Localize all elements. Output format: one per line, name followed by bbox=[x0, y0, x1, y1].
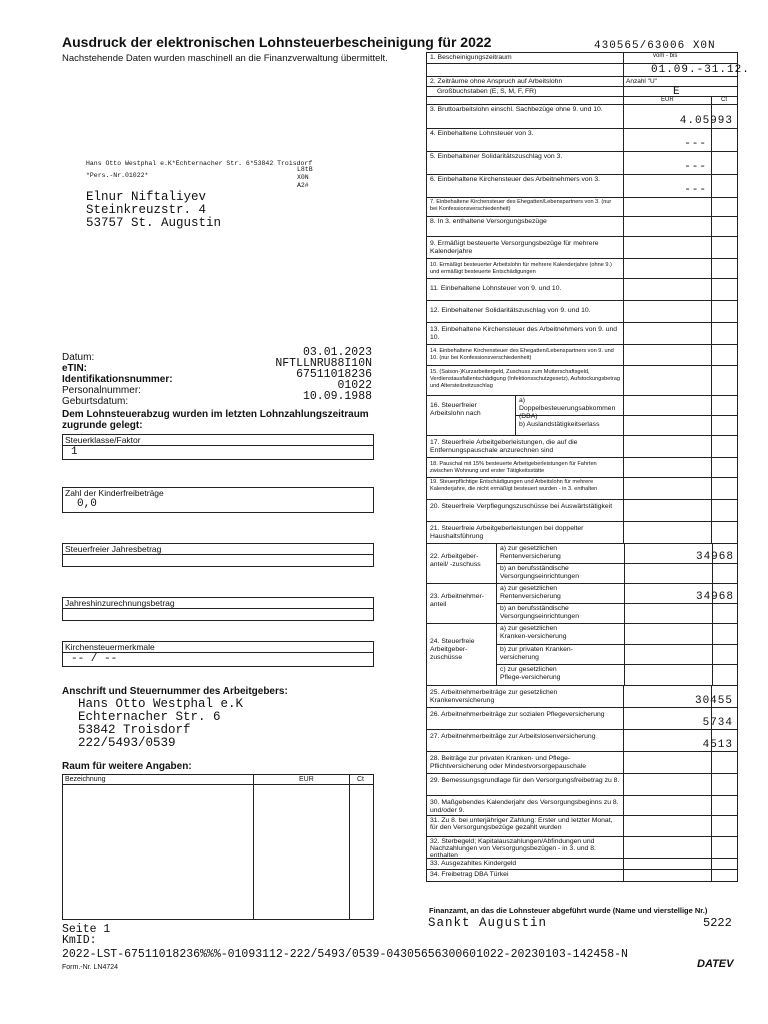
sender-codes bbox=[297, 166, 313, 190]
row-label: 18. Pauschal mit 15% besteuerte Arbeitgeberleistungen für Fahrten zwischen Wohnung und erster Tätigkeitsstätte bbox=[430, 461, 597, 474]
sub-row bbox=[497, 604, 737, 623]
row-label: 29. Bemessungsgrundlage für den Versorgungsfreibetrag zu 8. bbox=[430, 777, 620, 784]
table-row bbox=[427, 708, 737, 730]
col-divider bbox=[711, 198, 712, 216]
kinder-value: 0,0 bbox=[77, 498, 97, 510]
row-label: 11. Einbehaltene Lohnsteuer von 9. und 10. bbox=[430, 285, 562, 292]
col-divider bbox=[711, 837, 712, 858]
row-label: 33. Ausgezahltes Kindergeld bbox=[430, 860, 517, 867]
col-divider bbox=[623, 837, 624, 858]
col-divider bbox=[623, 198, 624, 216]
col-divider bbox=[711, 478, 712, 499]
col-divider bbox=[623, 175, 624, 197]
table-row bbox=[427, 53, 737, 64]
sub-label: a) zur gesetzlichen Kranken-versicherung bbox=[500, 625, 567, 640]
table-row bbox=[427, 522, 737, 544]
sender-code: X0N bbox=[297, 174, 309, 181]
extra-col-ct: Ct bbox=[357, 776, 364, 783]
employer-name: Hans Otto Westphal e.K bbox=[78, 697, 244, 711]
period-heading: Dem Lohnsteuerabzug wurden im letzten Lohnzahlungszeitraum zugrunde gelegt: bbox=[62, 409, 369, 431]
col-divider bbox=[623, 396, 624, 435]
table-row bbox=[427, 87, 737, 97]
table-row bbox=[427, 105, 737, 129]
recipient-name: Elnur Niftaliyev bbox=[86, 190, 207, 204]
col-divider bbox=[623, 345, 624, 365]
row-value: --- bbox=[684, 184, 707, 196]
sub-label: b) an berufsständische Versorgungseinrichtungen bbox=[500, 565, 579, 580]
col-divider bbox=[712, 645, 713, 664]
sub-label: b) Auslandstätigkeitserlass bbox=[519, 421, 600, 428]
sub-row bbox=[497, 645, 737, 665]
employer-street: Echternacher Str. 6 bbox=[78, 710, 221, 724]
col-divider bbox=[711, 522, 712, 543]
table-row bbox=[427, 175, 737, 198]
row-label: 1. Bescheinigungszeitraum bbox=[430, 54, 512, 61]
col-divider bbox=[624, 645, 625, 664]
col-divider bbox=[711, 237, 712, 258]
identity-label: Personalnummer: bbox=[62, 385, 141, 396]
row-label: 34. Freibetrag DBA Türkei bbox=[430, 871, 509, 878]
col-divider bbox=[623, 752, 624, 773]
col-divider bbox=[623, 730, 624, 751]
table-row bbox=[427, 837, 737, 859]
steuerklasse-box bbox=[62, 434, 374, 460]
row-value: 4.05993 bbox=[679, 115, 733, 127]
row-label: 16. Steuerfreier Arbeitslohn nach bbox=[430, 402, 481, 417]
kirchensteuer-label: Kirchensteuermerkmale bbox=[63, 642, 373, 653]
col-divider bbox=[711, 458, 712, 477]
col-divider bbox=[623, 87, 624, 96]
col-divider bbox=[623, 53, 624, 63]
finanzamt-name: Sankt Augustin bbox=[428, 916, 548, 930]
row-note: vom - bis bbox=[653, 53, 678, 59]
table-row bbox=[427, 279, 737, 301]
row-label: 28. Beiträge zur privaten Kranken- und Pflege-Pflichtversicherung oder Mindestvorsorgepauschale bbox=[430, 755, 587, 770]
table-row bbox=[427, 730, 737, 752]
col-divider bbox=[623, 708, 624, 729]
col-divider bbox=[711, 217, 712, 236]
col-divider bbox=[711, 870, 712, 881]
col-divider bbox=[623, 436, 624, 457]
table-row bbox=[427, 301, 737, 323]
table-row bbox=[427, 237, 737, 259]
table-row bbox=[427, 500, 737, 522]
col-divider bbox=[711, 259, 712, 278]
col-divider bbox=[623, 152, 624, 174]
col-divider bbox=[711, 279, 712, 300]
row-label: 23. Arbeitnehmer-anteil bbox=[430, 593, 485, 608]
table-row bbox=[427, 816, 737, 837]
table-row bbox=[427, 686, 737, 708]
employer-city: 53842 Troisdorf bbox=[78, 723, 191, 737]
col-divider bbox=[624, 564, 625, 583]
col-divider bbox=[711, 129, 712, 151]
col-divider bbox=[623, 217, 624, 236]
identity-value: 67511018236 bbox=[296, 368, 372, 381]
sub-label: c) zur gesetzlichen Pflege-versicherung bbox=[500, 666, 561, 681]
col-divider bbox=[712, 604, 713, 623]
employer-heading: Anschrift und Steuernummer des Arbeitgebers: bbox=[62, 686, 288, 697]
footer-code: 2022-LST-67511018236%%%-01093112-222/5493/0539-04305656300601022-20230103-142458-N bbox=[62, 948, 628, 961]
col-divider bbox=[623, 870, 624, 881]
table-row bbox=[427, 217, 737, 237]
sub-row bbox=[516, 396, 737, 420]
table-row bbox=[427, 478, 737, 500]
employer-tax-number: 222/5493/0539 bbox=[78, 736, 176, 750]
col-eur: EUR bbox=[661, 97, 674, 103]
row-note: Anzahl "U" bbox=[626, 78, 657, 85]
extra-col-divider bbox=[349, 775, 350, 919]
table-row bbox=[427, 774, 737, 796]
row-label: Großbuchstaben (E, S, M, F, FR) bbox=[437, 88, 537, 95]
row-label: 31. Zu 8. bei unterjähriger Zahlung: Erster und letzter Monat, für den Versorgungsbezüge gezahlt wurden bbox=[430, 817, 613, 831]
sub-label: a) zur gesetzlichen Rentenversicherung bbox=[500, 545, 561, 560]
col-divider bbox=[623, 323, 624, 344]
table-row bbox=[427, 323, 737, 345]
kirchensteuer-box bbox=[62, 641, 374, 667]
col-divider bbox=[711, 301, 712, 322]
sub-row bbox=[497, 564, 737, 583]
col-divider bbox=[712, 564, 713, 583]
extra-header-row bbox=[63, 775, 373, 785]
sub-rows bbox=[496, 544, 737, 583]
col-divider bbox=[623, 458, 624, 477]
table-row bbox=[427, 584, 737, 624]
table-row bbox=[427, 796, 737, 816]
sender-code: A2# bbox=[297, 182, 309, 189]
table-row bbox=[427, 859, 737, 870]
kinder-label: Zahl der Kinderfreibeträge bbox=[65, 488, 164, 498]
table-row bbox=[427, 624, 737, 686]
table-row bbox=[427, 198, 737, 217]
col-divider bbox=[623, 105, 624, 128]
lohnsteuer-table bbox=[426, 52, 750, 882]
row-label: 9. Ermäßigt besteuerte Versorgungsbezüge für mehrere Kalenderjahre bbox=[430, 240, 599, 255]
sub-row bbox=[497, 665, 737, 685]
table-row bbox=[427, 129, 737, 152]
form-id: 430565/63006 X0N bbox=[594, 40, 716, 52]
kirchensteuer-value: -- / -- bbox=[71, 653, 118, 665]
sub-label: b) zur privaten Kranken-versicherung bbox=[500, 646, 573, 661]
row-label: 19. Steuerpflichtige Entschädigungen und Arbeitslohn für mehrere Kalenderjahre, die nicht ermäßigt besteuert wurden - in 3. enthalten bbox=[430, 479, 598, 492]
col-divider bbox=[711, 323, 712, 344]
row-label: 8. In 3. enthaltene Versorgungsbezüge bbox=[430, 218, 547, 225]
col-divider bbox=[624, 624, 625, 644]
col-divider bbox=[623, 478, 624, 499]
row-label: 4. Einbehaltene Lohnsteuer von 3. bbox=[430, 130, 534, 137]
page-title: Ausdruck der elektronischen Lohnsteuerbescheinigung für 2022 bbox=[62, 34, 492, 50]
row-value: --- bbox=[684, 161, 707, 173]
identity-value: 03.01.2023 bbox=[302, 346, 372, 359]
table-row bbox=[427, 345, 737, 366]
col-divider bbox=[623, 686, 624, 707]
row-label: 5. Einbehaltener Solidaritätszuschlag von 3. bbox=[430, 153, 563, 160]
hinzurechnung-label: Jahreshinzurechnungsbetrag bbox=[63, 598, 373, 609]
table-row bbox=[427, 436, 737, 458]
table-row bbox=[427, 97, 737, 105]
col-divider bbox=[711, 97, 712, 104]
row-label: 12. Einbehaltener Solidaritätszuschlag von 9. und 10. bbox=[430, 307, 591, 314]
sub-rows bbox=[515, 396, 737, 435]
col-divider bbox=[623, 279, 624, 300]
identity-block bbox=[62, 346, 372, 407]
table-row bbox=[427, 870, 737, 881]
identity-label: Identifikationsnummer: bbox=[62, 374, 173, 385]
row-value: 4513 bbox=[702, 739, 733, 751]
jahresbetrag-box bbox=[62, 543, 374, 567]
table-row bbox=[427, 152, 737, 175]
row-label: 10. Ermäßigt besteuerter Arbeitslohn für mehrere Kalenderjahre (ohne 9.) und ermäßigt besteuerte Entschädigungen bbox=[430, 262, 612, 275]
row-label: 2. Zeiträume ohne Anspruch auf Arbeitslohn bbox=[430, 78, 563, 85]
table-row bbox=[427, 396, 737, 436]
col-divider bbox=[623, 129, 624, 151]
sub-row bbox=[497, 544, 737, 564]
col-divider bbox=[711, 859, 712, 869]
sender-code: L8tB bbox=[297, 166, 313, 173]
identity-label: eTIN: bbox=[62, 363, 87, 374]
table-row bbox=[427, 366, 737, 396]
row-value: --- bbox=[684, 138, 707, 150]
row-label: 7. Einbehaltene Kirchensteuer des Ehegatten/Lebenspartners von 3. (nur bei Konfessionsverschiedenheit) bbox=[430, 199, 612, 212]
steuerklasse-label: Steuerklasse/Faktor bbox=[63, 435, 373, 446]
table-row bbox=[427, 458, 737, 478]
col-divider bbox=[624, 665, 625, 685]
col-divider bbox=[711, 345, 712, 365]
finanzamt-number: 5222 bbox=[703, 916, 732, 930]
table-row bbox=[427, 752, 737, 774]
recipient-street: Steinkreuzstr. 4 bbox=[86, 203, 207, 217]
row-label: 25. Arbeitnehmerbeiträge zur gesetzlichen Krankenversicherung bbox=[430, 689, 558, 704]
col-divider bbox=[711, 816, 712, 836]
col-divider bbox=[711, 396, 712, 435]
row-label: 26. Arbeitnehmerbeiträge zur sozialen Pflegeversicherung bbox=[430, 711, 605, 718]
col-divider bbox=[623, 859, 624, 869]
row-value: 34968 bbox=[695, 551, 734, 563]
identity-value: NFTLLNRU88I10N bbox=[275, 357, 372, 370]
kinder-box bbox=[62, 487, 374, 513]
col-divider bbox=[623, 237, 624, 258]
sub-row bbox=[497, 584, 737, 604]
footer-page-info bbox=[62, 924, 110, 946]
table-row bbox=[427, 544, 737, 584]
recipient-city: 53757 St. Augustin bbox=[86, 216, 222, 230]
row-label: 6. Einbehaltene Kirchensteuer des Arbeitnehmers von 3. bbox=[430, 176, 601, 183]
extra-col-eur: EUR bbox=[299, 776, 314, 783]
col-divider bbox=[623, 796, 624, 815]
col-divider bbox=[711, 152, 712, 174]
identity-value: 01022 bbox=[337, 379, 372, 392]
sub-label: a) Doppelbesteuerungsabkommen (DBA) bbox=[519, 397, 616, 420]
page-number: Seite 1 bbox=[62, 923, 111, 936]
form-number: Form.-Nr. LN4724 bbox=[62, 964, 119, 971]
sub-rows bbox=[496, 584, 737, 623]
table-row bbox=[427, 64, 750, 77]
jahresbetrag-label: Steuerfreier Jahresbetrag bbox=[63, 544, 373, 555]
sub-label: a) zur gesetzlichen Rentenversicherung bbox=[500, 585, 561, 600]
col-divider bbox=[623, 366, 624, 395]
row-label: 22. Arbeitgeber-anteil/ -zuschuss bbox=[430, 553, 481, 568]
row-value: 01.09.-31.12. bbox=[651, 64, 750, 76]
col-divider bbox=[624, 544, 625, 563]
finanzamt-label: Finanzamt, an das die Lohnsteuer abgeführt wurde (Name und vierstellige Nr.) bbox=[429, 906, 708, 915]
row-label: 13. Einbehaltene Kirchensteuer des Arbeitnehmers von 9. und 10. bbox=[430, 326, 618, 341]
row-label: 32. Sterbegeld; Kapitalauszahlungen/Abfindungen und Nachzahlungen von Versorgungsbezügen - in 3. und 8. enthalten bbox=[430, 838, 596, 859]
col-divider bbox=[623, 64, 624, 76]
table-row bbox=[427, 259, 737, 279]
col-divider bbox=[712, 665, 713, 685]
employer-address bbox=[78, 698, 243, 750]
row-label: 14. Einbehaltene Kirchensteuer des Ehegatten/Lebenspartners von 9. und 10. (nur bei Konfessionsverschiedenheit) bbox=[430, 348, 614, 361]
col-divider bbox=[624, 584, 625, 603]
identity-value: 10.09.1988 bbox=[302, 390, 372, 403]
identity-label: Geburtsdatum: bbox=[62, 396, 129, 407]
row-value: E bbox=[673, 86, 681, 98]
extra-heading: Raum für weitere Angaben: bbox=[62, 761, 192, 772]
sender-pers-nr: *Pers.-Nr.01022* bbox=[86, 172, 149, 179]
col-divider bbox=[711, 175, 712, 197]
col-divider bbox=[711, 500, 712, 521]
row-label: 30. Maßgebendes Kalenderjahr des Versorgungsbeginns zu 8. und/oder 9. bbox=[430, 799, 619, 814]
col-divider bbox=[623, 97, 624, 104]
row-value: 5734 bbox=[702, 717, 733, 729]
row-label: 15. (Saison-)Kurzarbeitergeld, Zuschuss zum Mutterschaftsgeld, Verdienstausfallentschädigung (Infektionsschutzgesetz), Aufstockungsbetrag und Altersteilzeitzuschlag bbox=[430, 369, 620, 389]
steuerklasse-value: 1 bbox=[71, 446, 78, 458]
row-label: 21. Steuerfreie Arbeitgeberleistungen bei doppelter Haushaltsführung bbox=[430, 525, 584, 540]
col-divider bbox=[711, 436, 712, 457]
col-divider bbox=[623, 774, 624, 795]
hinzurechnung-box bbox=[62, 597, 374, 621]
col-divider bbox=[623, 77, 624, 86]
extra-col-divider bbox=[253, 775, 254, 919]
kmid-label: KmID: bbox=[62, 934, 97, 947]
extra-col-desc: Bezeichnung bbox=[65, 776, 106, 783]
col-divider bbox=[623, 301, 624, 322]
datev-logo: DATEV bbox=[697, 958, 734, 970]
col-divider bbox=[623, 259, 624, 278]
sub-label: b) an berufsständische Versorgungseinrichtungen bbox=[500, 605, 579, 620]
sender-line: Hans Otto Westphal e.K*Echternacher Str. 6*53842 Troisdorf bbox=[86, 160, 313, 167]
row-label: 20. Steuerfreie Verpflegungszuschüsse bei Auswärtstätigkeit bbox=[430, 503, 613, 510]
col-divider bbox=[712, 624, 713, 644]
col-divider bbox=[623, 500, 624, 521]
col-divider bbox=[711, 366, 712, 395]
sub-row bbox=[497, 624, 737, 645]
col-divider bbox=[711, 796, 712, 815]
sub-row bbox=[516, 416, 737, 435]
col-divider bbox=[711, 774, 712, 795]
sub-rows bbox=[496, 624, 737, 685]
row-label: 3. Bruttoarbeitslohn einschl. Sachbezüge ohne 9. und 10. bbox=[430, 106, 603, 113]
row-label: 17. Steuerfreie Arbeitgeberleistungen, die auf die Entfernungspauschale anzurechnen sind bbox=[430, 439, 578, 454]
col-ct: Ct bbox=[721, 97, 727, 103]
col-divider bbox=[623, 816, 624, 836]
row-label: 24. Steuerfreie Arbeitgeber-zuschüsse bbox=[430, 638, 475, 661]
row-label: 27. Arbeitnehmerbeiträge zur Arbeitslosenversicherung bbox=[430, 733, 596, 740]
row-value: 34968 bbox=[695, 591, 734, 603]
recipient-address bbox=[86, 191, 221, 230]
col-divider bbox=[624, 604, 625, 623]
identity-label: Datum: bbox=[62, 352, 95, 363]
col-divider bbox=[623, 522, 624, 543]
row-value: 30455 bbox=[694, 695, 733, 707]
extra-box bbox=[62, 774, 374, 920]
col-divider bbox=[711, 752, 712, 773]
page-subtitle: Nachstehende Daten wurden maschinell an die Finanzverwaltung übermittelt. bbox=[62, 53, 388, 64]
